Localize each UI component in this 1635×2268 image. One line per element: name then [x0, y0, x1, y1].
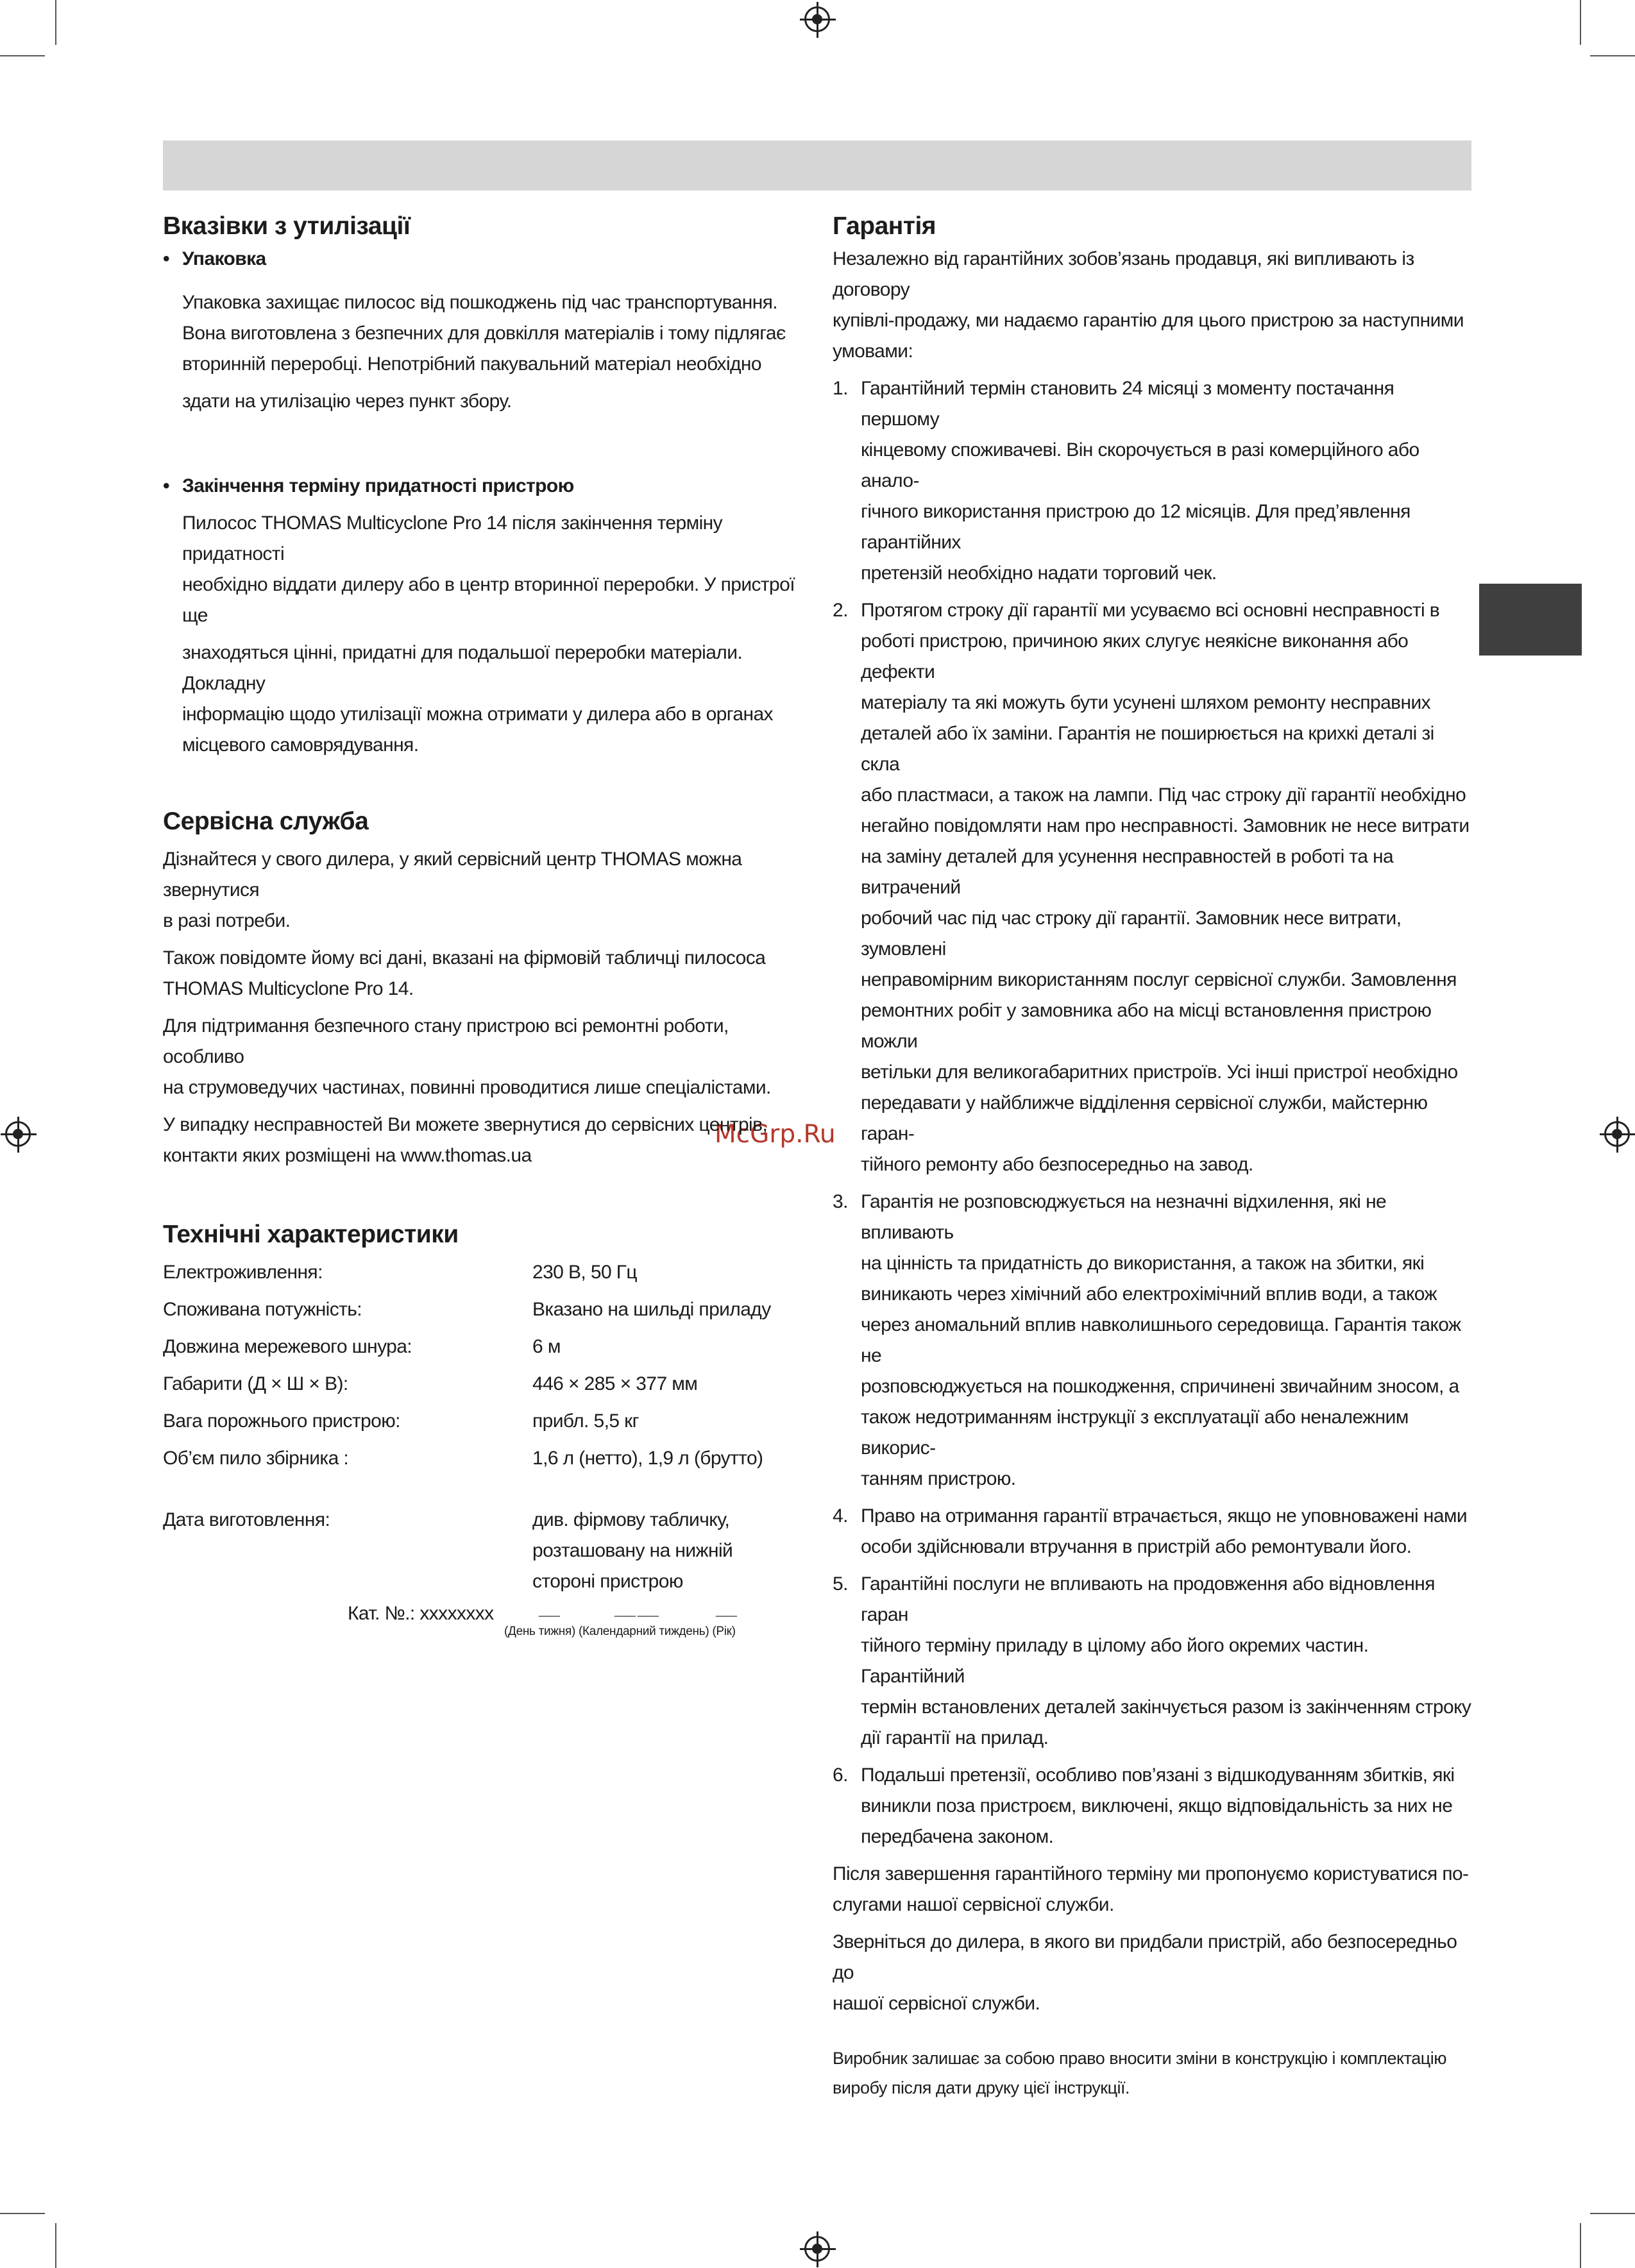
warranty-title: Гарантія: [833, 212, 936, 240]
crop-mark: [1580, 0, 1581, 45]
item-number: 5.: [833, 1573, 848, 1595]
text-line: особи здійснювали втручання в пристрій або ремонтували його.: [861, 1536, 1412, 1557]
warranty-after: [833, 1859, 1474, 1920]
text-line: Подальші претензії, особливо пов’язані з відшкодуванням збитків, які: [861, 1764, 1455, 1786]
spec-label: Довжина мережевого шнура:: [163, 1336, 412, 1357]
text-line: робочий час під час строку дії гарантії. Замовник несе витрати, зумовлені: [861, 908, 1402, 960]
spec-label: Вага порожнього пристрою:: [163, 1410, 400, 1432]
crop-mark: [55, 2223, 56, 2268]
day-field: __: [539, 1598, 560, 1619]
text-line: виробу після дати друку цієї інструкції.: [833, 2078, 1130, 2097]
disposal-title: Вказівки з утилізації: [163, 212, 411, 240]
catalog-number-note: (День тижня) (Календарний тиждень) (Рік): [504, 1625, 736, 1638]
specs-table: [163, 1257, 804, 1638]
item-number: 4.: [833, 1505, 848, 1527]
spec-value: Вказано на шильді приладу: [532, 1299, 771, 1320]
footnote: [833, 2044, 1474, 2103]
item-number: 1.: [833, 378, 848, 399]
left-column: [163, 204, 804, 1638]
text-line: Виробник залишає за собою право вносити зміни в конструкцію і комплектацію: [833, 2049, 1446, 2068]
spec-row: [163, 1406, 804, 1437]
text-line: слугами нашої сервісної служби.: [833, 1894, 1114, 1915]
end-of-life-heading: • Закінчення терміну придатності пристрою: [163, 471, 804, 502]
text-line: купівлі-продажу, ми надаємо гарантію для цього пристрою за наступними: [833, 310, 1464, 331]
spec-value: 6 м: [532, 1336, 561, 1357]
spec-label: Габарити (Д × Ш × В):: [163, 1373, 348, 1394]
catalog-number-line: [163, 1598, 804, 1638]
text-line: передавати у найближче відділення сервісної служби, майстерню гаран-: [861, 1092, 1428, 1144]
spec-label: Споживана потужність:: [163, 1299, 362, 1320]
text-line: дії гарантії на прилад.: [861, 1727, 1049, 1748]
year-field: __: [716, 1598, 737, 1619]
language-side-tab: [1479, 584, 1582, 656]
service-paragraph: [163, 943, 804, 1004]
text-line: на струмоведучих частинах, повинні проводитися лише спеціалістами.: [163, 1077, 771, 1098]
crop-mark: [1580, 2223, 1581, 2268]
text-line: неправомірним використанням послуг сервісної служби. Замовлення: [861, 969, 1457, 990]
item-number: 2.: [833, 600, 848, 621]
specs-title: Технічні характеристики: [163, 1221, 459, 1248]
spec-row: [163, 1369, 804, 1400]
text-line: Гарантійний термін становить 24 місяці з моменту постачання першому: [861, 378, 1394, 430]
text-line: виникають через хімічний або електрохімічний вплив води, а також: [861, 1283, 1437, 1305]
registration-mark-icon: [1604, 1121, 1630, 1147]
text-line: Вона виготовлена з безпечних для довкілля матеріалів і тому підлягає: [182, 323, 786, 344]
spec-row: [163, 1443, 804, 1474]
text-line: контакти яких розміщені на www.thomas.ua: [163, 1145, 532, 1166]
text-line: Гарантійні послуги не впливають на продовження або відновлення гаран: [861, 1573, 1435, 1625]
text-line: претензій необхідно надати торговий чек.: [861, 563, 1217, 584]
text-line: Також повідомте йому всі дані, вказані на фірмовій табличці пилососа: [163, 947, 766, 969]
packaging-text: [163, 287, 804, 417]
text-line: умовами:: [833, 341, 913, 362]
crop-mark: [1590, 55, 1635, 56]
crop-mark: [0, 55, 45, 56]
registration-mark-icon: [5, 1121, 31, 1147]
spec-label: Об’єм пило збірника :: [163, 1448, 349, 1469]
list-item: [833, 1187, 1474, 1494]
text-line: деталей або їх заміни. Гарантія не поширюється на крихкі деталі зі скла: [861, 723, 1434, 775]
week-field: __: [638, 1598, 659, 1619]
text-line: У випадку несправностей Ви можете звернутися до сервісних центрів,: [163, 1114, 768, 1135]
list-item: [833, 1501, 1474, 1562]
text-line: на цінність та придатність до використання, а також на збитки, які: [861, 1253, 1425, 1274]
text-line: або пластмаси, а також на лампи. Під час строку дії гарантії необхідно: [861, 784, 1466, 806]
text-line: Для підтримання безпечного стану пристрою всі ремонтні роботи, особливо: [163, 1015, 729, 1067]
service-paragraph: [163, 844, 804, 936]
item-number: 3.: [833, 1191, 848, 1212]
text-line: тійного ремонту або безпосередньо на завод.: [861, 1154, 1253, 1175]
crop-mark: [55, 0, 56, 45]
text-line: гічного використання пристрою до 12 місяців. Для пред’явлення гарантійних: [861, 501, 1411, 553]
spec-row: [163, 1257, 804, 1288]
spec-row: [163, 1332, 804, 1362]
spec-value: [532, 1505, 804, 1597]
text-line: виникли поза пристроєм, виключені, якщо відповідальність за них не: [861, 1795, 1453, 1816]
text-line: нашої сервісної служби.: [833, 1993, 1040, 2014]
spec-row-manufacture-date: [163, 1505, 804, 1597]
text-line: через аномальний вплив навколишнього середовища. Гарантія також не: [861, 1314, 1461, 1366]
text-line: THOMAS Multicyclone Pro 14.: [163, 978, 414, 999]
registration-mark-icon: [804, 2236, 830, 2262]
text-line: місцевого самоврядування.: [182, 734, 419, 756]
text-line: див. фірмову табличку,: [532, 1509, 730, 1530]
text-line: Зверніться до дилера, в якого ви придбали пристрій, або безпосередньо до: [833, 1931, 1457, 1983]
text-line: також недотриманням інструкції з експлуатації або неналежним викорис-: [861, 1407, 1409, 1459]
spec-value: прибл. 5,5 кг: [532, 1410, 640, 1432]
crop-mark: [0, 2213, 45, 2214]
text-line: Дізнайтеся у свого дилера, у який сервісний центр THOMAS можна звернутися: [163, 849, 742, 901]
right-column: [833, 204, 1474, 2026]
list-item: [833, 1760, 1474, 1852]
spec-value: 446 × 285 × 377 мм: [532, 1373, 698, 1394]
catalog-number-label: Кат. №.: xxxxxxxx: [348, 1603, 494, 1624]
text-line: тійного терміну приладу в цілому або його окремих частин. Гарантійний: [861, 1635, 1369, 1687]
list-item: [833, 373, 1474, 589]
text-line: негайно повідомляти нам про несправності. Замовник не несе витрати: [861, 815, 1470, 836]
text-line: передбачена законом.: [861, 1826, 1054, 1847]
text-line: необхідно віддати дилеру або в центр вторинної переробки. У пристрої ще: [182, 574, 795, 626]
week-field: __: [614, 1598, 636, 1619]
spec-row: [163, 1294, 804, 1325]
text-line: вторинній переробці. Непотрібний пакувальний матеріал необхідно: [182, 353, 761, 375]
text-line: Після завершення гарантійного терміну ми пропонуємо користуватися по-: [833, 1863, 1469, 1884]
text-line: кінцевому споживачеві. Він скорочується в разі комерційного або анало-: [861, 439, 1419, 491]
spec-value: 230 В, 50 Гц: [532, 1262, 638, 1283]
text-line: Гарантія не розповсюджується на незначні відхилення, які не впливають: [861, 1191, 1387, 1243]
service-paragraph: [163, 1110, 804, 1171]
end-of-life-text: [163, 508, 804, 761]
text-line: танням пристрою.: [861, 1468, 1016, 1489]
text-line: розташовану на нижній: [532, 1540, 733, 1561]
spec-label: Дата виготовлення:: [163, 1509, 330, 1530]
text-line: ремонтних робіт у замовника або на місці встановлення пристрою можли: [861, 1000, 1432, 1052]
text-line: Пилосос THOMAS Multicyclone Pro 14 після закінчення терміну придатності: [182, 512, 723, 564]
warranty-terms-list: [833, 373, 1474, 1852]
text-line: роботі пристрою, причиною яких слугує неякісне виконання або дефекти: [861, 630, 1409, 682]
text-line: Незалежно від гарантійних зобов’язань продавця, які випливають із договору: [833, 248, 1414, 300]
text-line: Протягом строку дії гарантії ми усуваємо всі основні несправності в: [861, 600, 1440, 621]
warranty-intro: [833, 244, 1474, 367]
crop-mark: [1590, 2213, 1635, 2214]
text-line: матеріалу та які можуть бути усунені шляхом ремонту несправних: [861, 692, 1431, 713]
text-line: стороні пристрою: [532, 1571, 683, 1592]
text-line: Упаковка захищає пилосос від пошкоджень під час транспортування.: [182, 292, 778, 313]
text-line: термін встановлених деталей закінчується разом із закінченням строку: [861, 1697, 1471, 1718]
list-item: [833, 1569, 1474, 1754]
service-paragraph: [163, 1011, 804, 1103]
watermark: McGrp.Ru: [715, 1120, 836, 1149]
text-line: в разі потреби.: [163, 910, 291, 931]
text-line: на заміну деталей для усунення несправностей в роботі та на витрачений: [861, 846, 1394, 898]
text-line: здати на утилізацію через пункт збору.: [182, 391, 512, 412]
text-line: ветільки для великогабаритних пристроїв. Усі інші пристрої необхідно: [861, 1062, 1458, 1083]
text-line: знаходяться цінні, придатні для подальшої переробки матеріали. Докладну: [182, 642, 743, 694]
text-line: інформацію щодо утилізації можна отримати у дилера або в органах: [182, 704, 773, 725]
text-line: розповсюджується на пошкодження, спричинені звичайним зносом, а: [861, 1376, 1459, 1397]
text-line: Право на отримання гарантії втрачається, якщо не уповноважені нами: [861, 1505, 1468, 1527]
item-number: 6.: [833, 1764, 848, 1786]
spec-label: Електроживлення:: [163, 1262, 323, 1283]
warranty-contact: [833, 1927, 1474, 2019]
packaging-heading: • Упаковка: [163, 244, 804, 275]
registration-mark-icon: [804, 6, 830, 32]
spec-value: 1,6 л (нетто), 1,9 л (брутто): [532, 1448, 763, 1469]
list-item: [833, 595, 1474, 1180]
service-title: Сервісна служба: [163, 808, 369, 835]
header-bar: [163, 140, 1471, 190]
